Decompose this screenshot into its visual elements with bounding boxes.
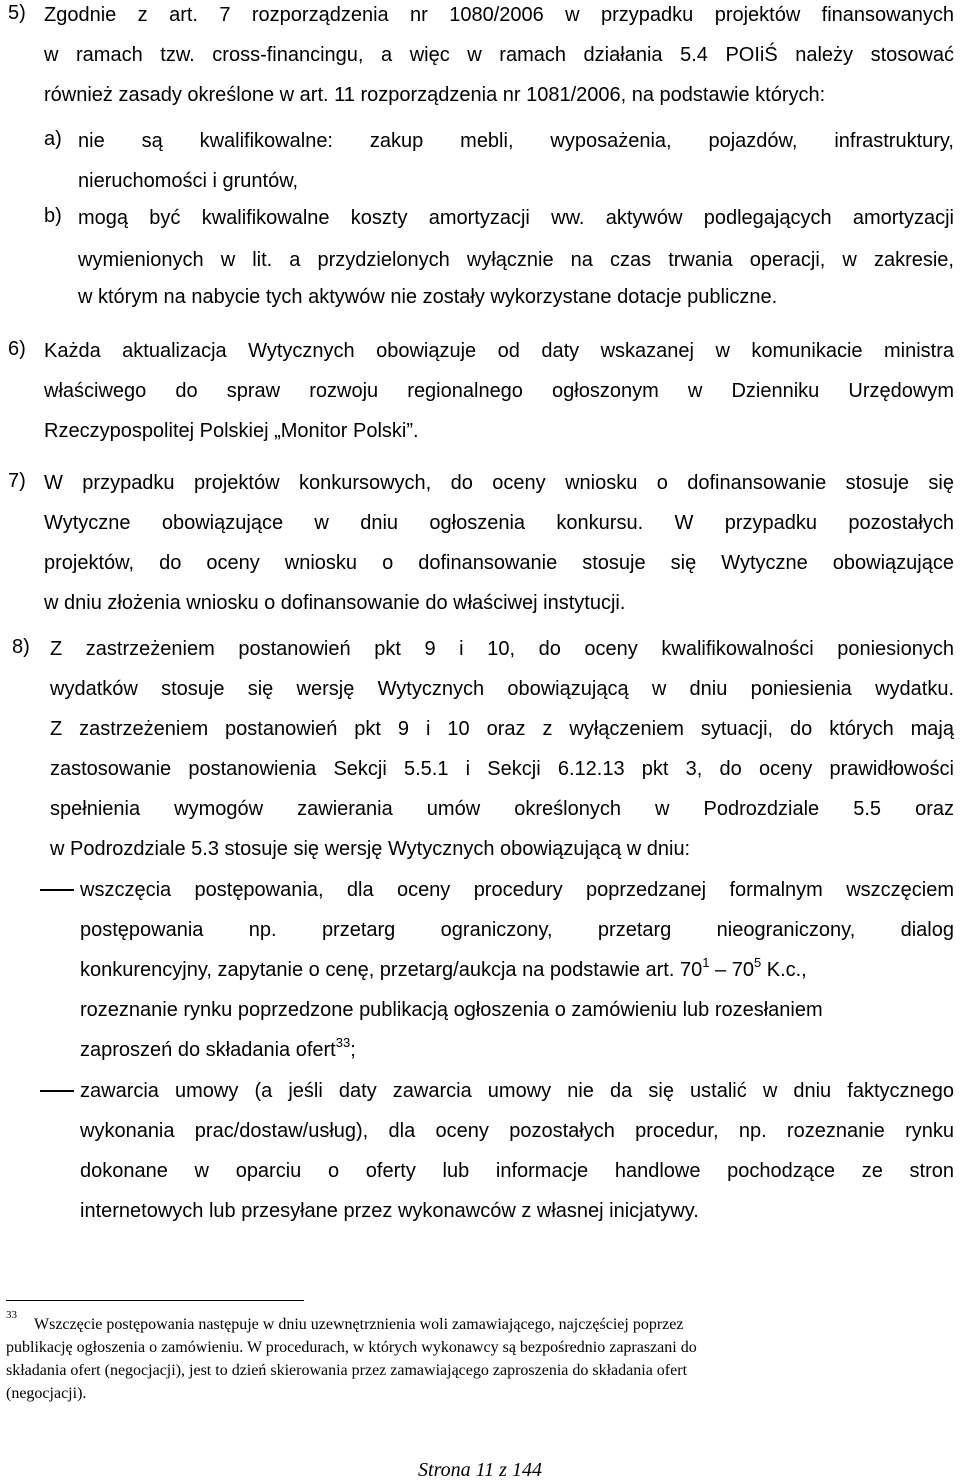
dash-2-line: wykonania prac/dostaw/usług), dla oceny pozostałych procedur, np. rozeznanie rynku (80, 1120, 954, 1142)
item-8-line: wydatków stosuje się wersję Wytycznych obowiązującą w dniu poniesienia wydatku. (50, 678, 954, 700)
footnote-separator (6, 1300, 304, 1301)
item-8-line: w Podrozdziale 5.3 stosuje się wersję Wytycznych obowiązującą w dniu: (50, 838, 691, 860)
dash-2-line: internetowych lub przesyłane przez wykonawców z własnej inicjatywy. (80, 1200, 699, 1222)
dash-bullet-icon (40, 1090, 74, 1092)
item-5b-line: mogą być kwalifikowalne koszty amortyzacji ww. aktywów podlegających amortyzacji (78, 207, 954, 229)
item-8-line: Z zastrzeżeniem postanowień pkt 9 i 10, do oceny kwalifikowalności poniesionych (50, 638, 954, 660)
item-5-line: w ramach tzw. cross-financingu, a więc w ramach działania 5.4 POIiŚ należy stosować (44, 44, 954, 66)
item-6-line: Rzeczypospolitej Polskiej „Monitor Polski”. (44, 420, 419, 442)
item-5a-line: nie są kwalifikowalne: zakup mebli, wyposażenia, pojazdów, infrastruktury, (78, 130, 954, 152)
item-7-line: projektów, do oceny wniosku o dofinansowanie stosuje się Wytyczne obowiązujące (44, 552, 954, 574)
footnote-reference[interactable]: 33 (335, 1035, 351, 1051)
item-5-line: Zgodnie z art. 7 rozporządzenia nr 1080/2006 w przypadku projektów finansowanych (44, 4, 954, 26)
dash-1-text: ; (350, 1039, 356, 1061)
footnote-line: publikację ogłoszenia o zamówieniu. W procedurach, w których wykonawcy są bezpośrednio zapraszani do (6, 1339, 697, 1356)
item-6-line: właściwego do spraw rozwoju regionalnego ogłoszonym w Dzienniku Urzędowym (44, 380, 954, 402)
dash-2-line: zawarcia umowy (a jeśli daty zawarcia umowy nie da się ustalić w dniu faktycznego (80, 1080, 954, 1102)
item-8-line: spełnienia wymogów zawierania umów określonych w Podrozdziale 5.5 oraz (50, 798, 954, 820)
dash-1-text: zaproszeń do składania ofert (80, 1039, 336, 1061)
footnote-line: Wszczęcie postępowania następuje w dniu uzewnętrznienia woli zamawiającego, najczęściej poprzez (34, 1316, 684, 1333)
page-number-footer: Strona 11 z 144 (418, 1459, 542, 1481)
dash-1-text: – 70 (709, 959, 754, 981)
dash-1-line: rozeznanie rynku poprzedzone publikacją ogłoszenia o zamówieniu lub rozesłaniem (80, 999, 823, 1021)
item-6-line: Każda aktualizacja Wytycznych obowiązuje od daty wskazanej w komunikacie ministra (44, 340, 954, 362)
item-6-marker: 6) (8, 338, 26, 360)
item-8-line: zastosowanie postanowienia Sekcji 5.5.1 i Sekcji 6.12.13 pkt 3, do oceny prawidłowości (50, 758, 954, 780)
dash-1-text: konkurencyjny, zapytanie o cenę, przetarg/aukcja na podstawie art. 70 (80, 959, 703, 981)
item-7-line: Wytyczne obowiązujące w dniu ogłoszenia konkursu. W przypadku pozostałych (44, 512, 954, 534)
superscript: 1 (702, 955, 710, 971)
item-5-line: również zasady określone w art. 11 rozporządzenia nr 1081/2006, na podstawie których: (44, 84, 826, 106)
item-8-line: Z zastrzeżeniem postanowień pkt 9 i 10 oraz z wyłączeniem sytuacji, do których mają (50, 718, 954, 740)
dash-1-text: K.c., (761, 959, 807, 981)
item-5-marker: 5) (8, 2, 26, 24)
footnote-number: 33 (6, 1309, 17, 1321)
dash-1-line: postępowania np. przetarg ograniczony, przetarg nieograniczony, dialog (80, 919, 954, 941)
dash-1-line (80, 957, 954, 983)
dash-bullet-icon (40, 889, 74, 891)
item-5b-line: w którym na nabycie tych aktywów nie zostały wykorzystane dotacje publiczne. (78, 286, 778, 308)
item-7-marker: 7) (8, 470, 26, 492)
item-8-marker: 8) (12, 636, 30, 658)
dash-1-line (80, 1037, 356, 1063)
item-5b-marker: b) (44, 205, 62, 227)
dash-1-line: wszczęcia postępowania, dla oceny procedury poprzedzanej formalnym wszczęciem (80, 879, 954, 901)
dash-2-line: dokonane w oparciu o oferty lub informacje handlowe pochodzące ze stron (80, 1160, 954, 1182)
footnote-line: składania ofert (negocjacji), jest to dzień skierowania przez zamawiającego zaproszenia do składania ofert (6, 1362, 688, 1379)
footnote-line: (negocjacji). (6, 1385, 87, 1402)
superscript: 5 (753, 955, 762, 971)
item-5b-line: wymienionych w lit. a przydzielonych wyłącznie na czas trwania operacji, w zakresie, (78, 249, 954, 271)
item-5a-line: nieruchomości i gruntów, (78, 170, 299, 192)
item-5a-marker: a) (44, 128, 62, 150)
item-7-line: w dniu złożenia wniosku o dofinansowanie do właściwej instytucji. (44, 592, 626, 614)
item-7-line: W przypadku projektów konkursowych, do oceny wniosku o dofinansowanie stosuje się (44, 472, 954, 494)
